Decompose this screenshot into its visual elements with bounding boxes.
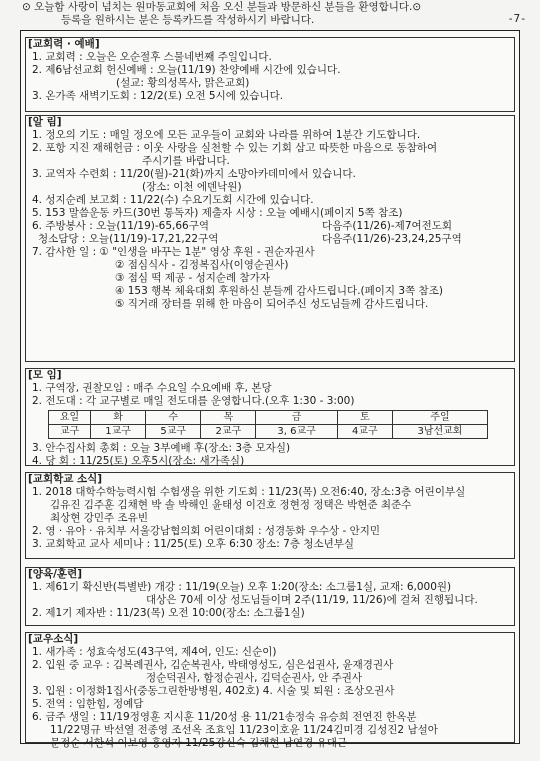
list-item: 3. 교역자 수련회 : 11/20(월)-21(화)까지 소망아카데미에서 있습니다. — [32, 168, 356, 180]
table-cell: 화 — [90, 411, 145, 425]
list-item: 4. 당 회 : 11/25(토) 오후5시(장소: 새가족실) — [32, 455, 245, 467]
table-cell: 수 — [146, 411, 201, 425]
members-news-section — [25, 632, 515, 749]
table-cell: 요일 — [49, 411, 91, 425]
list-item: (설교: 황의성목사, 맑은교회) — [116, 77, 250, 89]
section-title: [모 임] — [28, 369, 62, 381]
list-item — [26, 220, 514, 233]
page-header — [0, 0, 540, 30]
duty-left: 청소담당 : 오늘(11/19)-17,21,22구역 — [38, 233, 219, 245]
list-item: 김유진 김주훈 김채현 박 솔 박해인 윤태성 이건호 정현정 정택은 박현준 최준수 — [50, 499, 412, 511]
table-row — [49, 411, 488, 425]
list-item: 7. 감사한 일 : ① "인생을 바꾸는 1분" 영상 후원 - 권순자권사 — [32, 246, 315, 258]
table-cell: 주일 — [392, 411, 487, 425]
bulletin-frame — [20, 30, 520, 749]
duty-left: 6. 주방봉사 : 오늘(11/19)-65,66구역 — [32, 220, 210, 232]
list-item: ② 점심식사 - 김정복집사(이영순권사) — [115, 259, 289, 271]
list-item — [26, 233, 514, 246]
section-title: [교우소식] — [28, 633, 79, 645]
section-title: [알 림] — [28, 116, 62, 128]
list-item: 최상현 강민주 조유빈 — [50, 512, 148, 524]
list-item: 대상은 70세 이상 성도님들이며 2주(11/19, 11/26)에 걸쳐 진행됩니다. — [146, 594, 478, 606]
list-item: 1. 새가족 : 성효숙성도(43구역, 제4여, 인도: 신순이) — [32, 646, 277, 658]
page-number: -7- — [508, 13, 526, 25]
table-cell: 교구 — [49, 425, 91, 439]
list-item: ③ 점심 떡 제공 - 성지순례 참가자 — [115, 272, 270, 284]
list-item: 3. 안수집사회 총회 : 오늘 3부예배 후(장소: 3층 모자실) — [32, 442, 291, 454]
table-cell: 5교구 — [146, 425, 201, 439]
list-item: 5. 전역 : 임한힘, 정예담 — [32, 698, 144, 710]
list-item: 3. 입원 : 이정화1집사(중동그린한방병원, 402호) 4. 시술 및 퇴원 : 조상오권사 — [32, 685, 395, 697]
table-row — [49, 425, 488, 439]
table-cell: 목 — [201, 411, 256, 425]
table-cell: 3남선교회 — [392, 425, 487, 439]
table-cell: 금 — [256, 411, 337, 425]
list-item: 1. 교회력 : 오늘은 오순절후 스물네번째 주일입니다. — [32, 51, 272, 63]
duty-right: 다음주(11/26)-23,24,25구역 — [322, 233, 462, 245]
table-cell: 토 — [337, 411, 392, 425]
list-item: 문정순 서한석 이보영 홍영자 11/25강신숙 김채현 남연경 유대근 — [50, 737, 348, 749]
list-item: 2. 입원 중 교우 : 김복례권사, 김순복권사, 박태영성도, 심은섭권사, 윤재경권사 — [32, 659, 394, 671]
table-cell: 2교구 — [201, 425, 256, 439]
list-item: 1. 2018 대학수학능력시험 수험생을 위한 기도회 : 11/23(목) 오전6:40, 장소:3층 어린이부실 — [32, 486, 466, 498]
list-item: 1. 정오의 기도 : 매일 정오에 모든 교우들이 교회와 나라를 위하여 1분간 기도합니다. — [32, 129, 421, 141]
list-item: 3. 온가족 새벽기도회 : 12/2(토) 오전 5시에 있습니다. — [32, 90, 284, 102]
worship-section — [25, 37, 515, 112]
duty-right: 다음주(11/26)-제7여전도회 — [322, 220, 453, 232]
list-item: 4. 성지순례 보고회 : 11/22(수) 수요기도회 시간에 있습니다. — [32, 194, 314, 206]
list-item: ⑤ 직거래 장터를 위해 한 마음이 되어주신 성도님들께 감사드립니다. — [115, 298, 429, 310]
training-section — [25, 567, 515, 626]
section-title: [교회학교 소식] — [28, 473, 103, 485]
welcome-line: ⊙ 오늘함 사랑이 넘치는 원마동교회에 처음 오신 분들과 방문하신 분들을 환영합니다.⊙ — [22, 1, 422, 13]
list-item: 주시기를 바랍니다. — [142, 155, 230, 167]
table-cell: 1교구 — [90, 425, 145, 439]
list-item: 2. 제6남선교회 헌신예배 : 오늘(11/19) 찬양예배 시간에 있습니다. — [32, 64, 341, 76]
section-title: [교회력 · 예배] — [28, 38, 100, 50]
table-cell: 3, 6교구 — [256, 425, 337, 439]
list-item: 3. 교회학교 교사 세미나 : 11/25(토) 오후 6:30 장소: 7층 청소년부실 — [32, 538, 355, 550]
notices-section — [25, 115, 515, 362]
list-item: 1. 제61기 확신반(특별반) 개강 : 11/19(오늘) 오후 1:20(장소: 소그룹1실, 교재: 6,000원) — [32, 581, 452, 593]
list-item: 5. 153 말씀운동 카드(30번 통독자) 제출자 시상 : 오늘 예배시(페이지 5쪽 참조) — [32, 207, 403, 219]
list-item: (장소: 이천 에덴낙원) — [142, 181, 242, 193]
list-item: ④ 153 행복 체육대회 후원하신 분들께 감사드립니다.(페이지 3쪽 참조) — [115, 285, 443, 297]
list-item: 2. 제1기 제자반 : 11/23(목) 오전 10:00(장소: 소그룹1실) — [32, 607, 305, 619]
meetings-section — [25, 368, 515, 466]
list-item: 1. 구역장, 권찰모임 : 매주 수요일 수요예배 후, 본당 — [32, 382, 272, 394]
evangelism-schedule-table — [48, 410, 488, 439]
table-cell: 4교구 — [337, 425, 392, 439]
church-school-section — [25, 472, 515, 559]
registration-line: 등록을 원하시는 분은 등록카드를 작성하시기 바랍니다. — [61, 14, 315, 26]
list-item: 2. 포항 지진 재해헌금 : 이웃 사랑을 실천할 수 있는 기회 삼고 따뜻한 마음으로 동참하여 — [32, 142, 438, 154]
list-item: 6. 금주 생일 : 11/19정영훈 지시훈 11/20성 용 11/21송정숙 유승희 전연진 한옥분 — [32, 711, 417, 723]
list-item: 정순덕권사, 함정순권사, 김덕순권사, 안 주권사 — [146, 672, 363, 684]
list-item: 2. 전도대 : 각 교구별로 매일 전도대를 운영합니다.(오후 1:30 - 3:00) — [32, 395, 355, 407]
list-item: 11/22명규 박선열 전종영 조선옥 조효임 11/23이호윤 11/24김미경 김성진2 남설아 — [50, 724, 438, 736]
list-item: 2. 영 · 유아 · 유치부 서울강남협의회 어린이대회 : 성경동화 우수상 - 안지민 — [32, 525, 381, 537]
section-title: [양육/훈련] — [28, 568, 83, 580]
